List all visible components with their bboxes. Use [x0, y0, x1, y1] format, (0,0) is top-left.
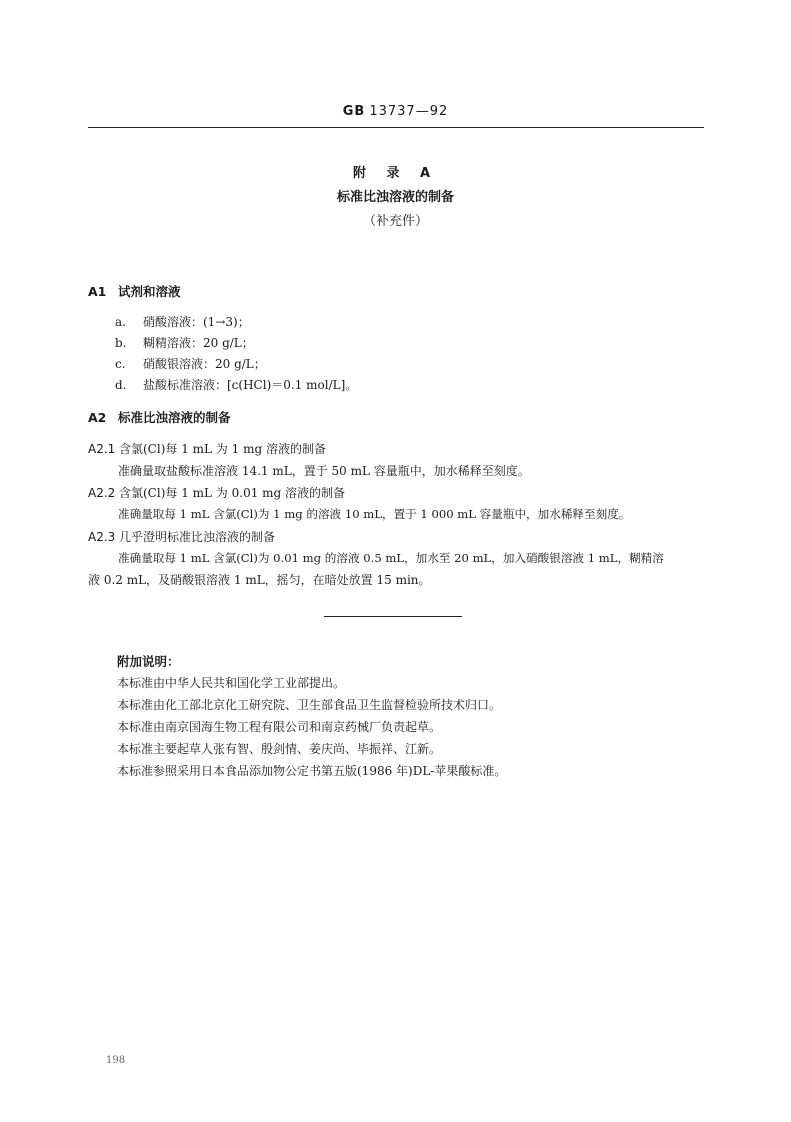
section-a2-heading [88, 408, 231, 426]
reagent-item-text: 盐酸标准溶液：[c(HCl)＝0.1 mol/L]。 [143, 378, 358, 392]
reagent-item-b [115, 334, 254, 351]
notes-line: 本标准由化工部北京化工研究院、卫生部食品卫生监督检验所技术归口。 [117, 698, 502, 712]
subsection-number: A2.3 [88, 530, 116, 544]
standard-prefix: GB [342, 104, 366, 119]
subsection-title: 含氯(Cl)每 1 mL 为 0.01 mg 溶液的制备 [119, 486, 346, 500]
subsection-a2-2-heading [88, 484, 345, 501]
notes-line: 本标准由中华人民共和国化学工业部提出。 [117, 676, 346, 690]
appendix-title: 标准比浊溶液的制备 [336, 190, 454, 205]
subsection-number: A2.1 [88, 442, 116, 456]
reagent-item-d [115, 376, 357, 393]
subsection-number: A2.2 [88, 486, 116, 500]
subsection-title: 含氯(Cl)每 1 mL 为 1 mg 溶液的制备 [119, 442, 326, 456]
subsection-a2-2-body: 准确量取每 1 mL 含氯(Cl)为 1 mg 的溶液 10 mL，置于 1 000 mL 容量瓶中，加水稀释至刻度。 [118, 507, 631, 521]
reagent-item-label: a. [115, 315, 126, 329]
reagent-item-text: 硝酸溶液：(1→3)； [143, 315, 250, 329]
reagent-item-text: 糊精溶液：20 g/L； [143, 336, 254, 350]
subsection-a2-3-heading [88, 528, 275, 545]
standard-code-header [0, 104, 791, 119]
section-a1-title: 试剂和溶液 [118, 284, 181, 299]
section-a2-number: A2 [88, 410, 107, 425]
notes-line: 本标准主要起草人张有智、殷剑情、姜庆尚、毕振祥、江新。 [117, 742, 442, 756]
subsection-a2-1-heading [88, 440, 326, 457]
header-rule [88, 127, 704, 128]
reagent-item-label: b. [115, 336, 127, 350]
subsection-a2-3-body-line2: 液 0.2 mL，及硝酸银溶液 1 mL，摇匀，在暗处放置 15 min。 [88, 573, 431, 587]
notes-line: 本标准参照采用日本食品添加物公定书第五版(1986 年)DL-苹果酸标准。 [117, 764, 507, 778]
subsection-a2-1-body: 准确量取盐酸标准溶液 14.1 mL，置于 50 mL 容量瓶中，加水稀释至刻度。 [118, 464, 530, 478]
subsection-a2-3-body-line1: 准确量取每 1 mL 含氯(Cl)为 0.01 mg 的溶液 0.5 mL，加水至 20 mL，加入硝酸银溶液 1 mL，糊精溶 [118, 551, 664, 565]
reagent-item-c [115, 355, 266, 372]
section-a1-number: A1 [88, 284, 107, 299]
appendix-label: 附 录 A [352, 166, 439, 181]
standard-number: 13737—92 [369, 104, 449, 119]
reagent-item-text: 硝酸银溶液：20 g/L； [143, 357, 266, 371]
section-separator [324, 616, 462, 617]
section-a2-title: 标准比浊溶液的制备 [118, 410, 231, 425]
reagent-item-a [115, 313, 250, 330]
page-number: 198 [106, 1055, 126, 1066]
appendix-subtitle: （补充件） [362, 214, 428, 229]
section-a1-heading [88, 282, 181, 300]
notes-heading: 附加说明： [117, 654, 180, 669]
subsection-title: 几乎澄明标准比浊溶液的制备 [119, 530, 276, 544]
reagent-item-label: c. [115, 357, 126, 371]
notes-line: 本标准由南京国海生物工程有限公司和南京药械厂负责起草。 [117, 720, 442, 734]
reagent-item-label: d. [115, 378, 127, 392]
